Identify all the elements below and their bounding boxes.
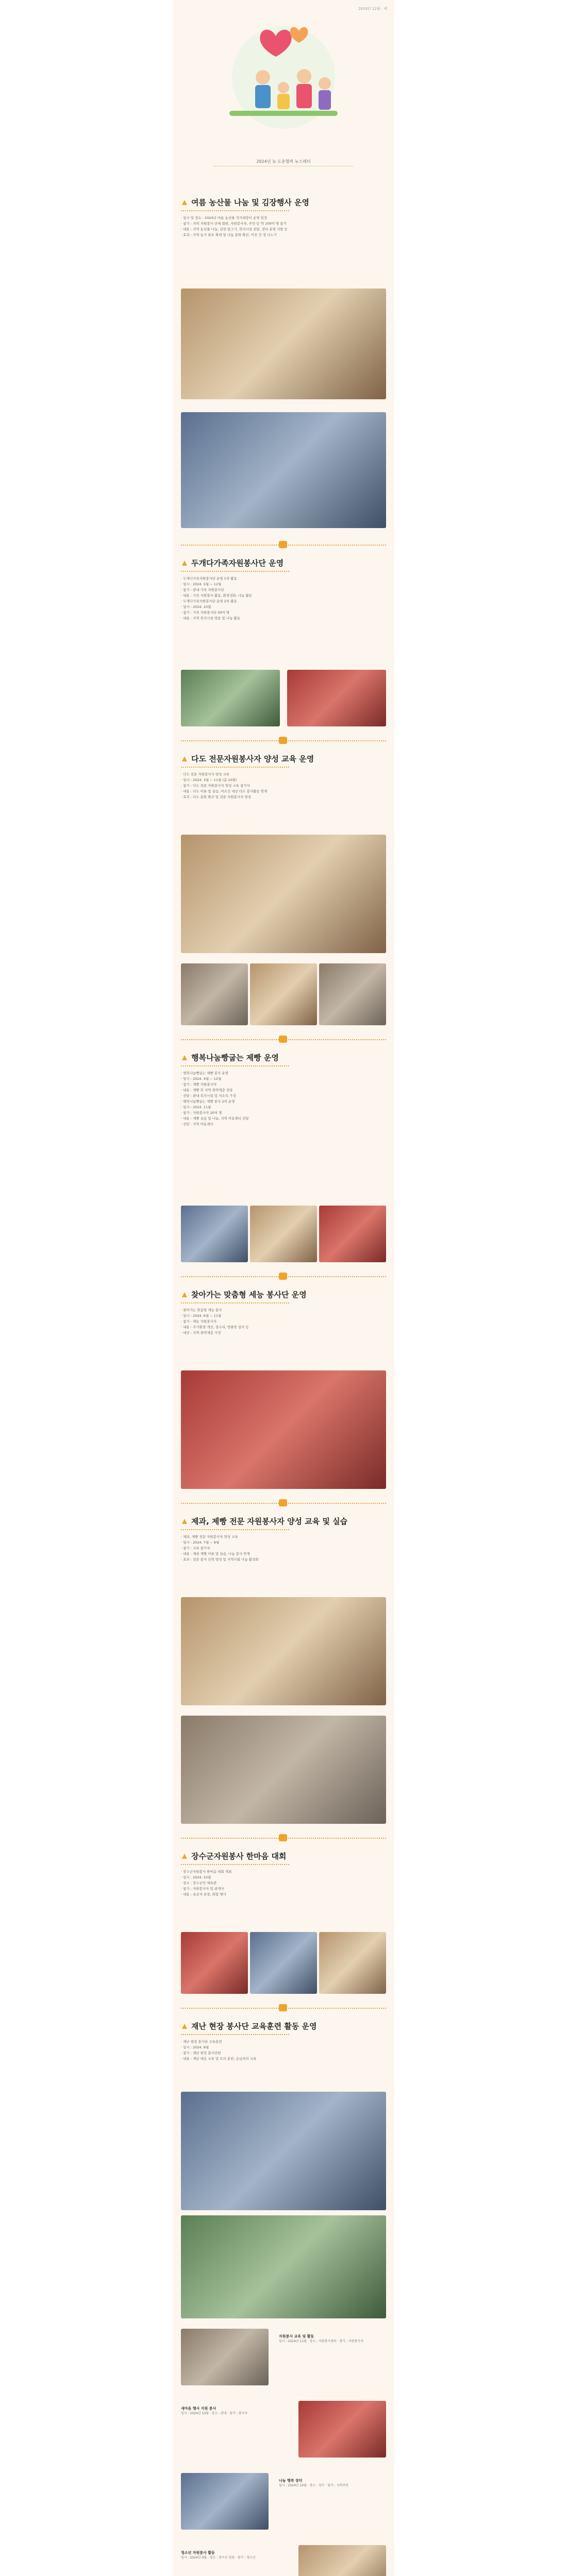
gallery-title: 자원봉사 교육 및 활동 — [279, 2334, 314, 2338]
gallery-title: 나눔 행복 장터 — [279, 2479, 303, 2483]
section-5 — [181, 1288, 386, 1336]
section-rule — [181, 767, 289, 768]
photo-tea-3 — [319, 963, 386, 1025]
section-icon — [181, 198, 188, 206]
gallery-photo — [181, 2473, 269, 2530]
section-divider — [181, 1834, 386, 1841]
section-title: 찾아가는 맞춤형 세능 봉사단 운영 — [191, 1290, 307, 1299]
section-icon — [181, 2022, 188, 2029]
section-divider — [181, 2004, 386, 2011]
section-body: · 다도 전문 자원봉사자 양성 교육 · 일시 : 2024. 3월 ~ 11월 (총 10회) · 참가 : 다도 전문 자원봉사자 양성 교육 참가자 · 내용 : 다도 이론 및 실습, 어르신 대상 다도 봉사활동 연계 · 효과 : 다도 문화 확산 및 전문 자원봉사자 양성 — [181, 772, 268, 799]
section-icon — [181, 1517, 188, 1524]
section-body: · 행복나눔빵굽는 제빵 봉사 운영 · 일시 : 2024. 4월 ~ 12월 · 참가 : 제빵 자원봉사자 · 내용 : 제빵 후 지역 취약계층 전달 · 전달 : 관내 복지시설 및 저소득 가정 · 행복나눔빵굽는 제빵 봉사 2차 운영 · 일시 : 2024. 11월 · 참가 : 자원봉사자 20여 명 · 내용 : 제빵 실습 및 나눔, 지역 아동센터 전달 · 전달 : 지역 아동센터 — [181, 1071, 249, 1126]
gallery-photo — [181, 2329, 269, 2385]
section-rule — [181, 1302, 289, 1303]
gallery-photo — [298, 2545, 386, 2576]
photo-baking-class — [181, 1597, 386, 1705]
section-title: 여름 농산물 나눔 및 김장행사 운영 — [191, 197, 309, 207]
section-rule — [181, 210, 289, 211]
section-title: 장수군자원봉사 한마음 대회 — [191, 1851, 287, 1861]
section-body: · 장수군자원봉사 한마음 대회 개최 · 일시 : 2024. 10월 · 장소 : 장수군민 체육관 · 참가 : 자원봉사자 및 관계자 · 내용 : 유공자 표창, 화합 행사 — [181, 1870, 232, 1896]
photo-tea-1 — [181, 963, 248, 1025]
hero-caption: 2024년 농·도촌협력 뉴스레터 — [256, 159, 311, 164]
photo-tea-ceremony-group — [181, 835, 386, 953]
section-title: 재난 현장 봉사단 교육훈련 활동 운영 — [191, 2021, 317, 2031]
section-6 — [181, 1515, 386, 1563]
section-rule — [181, 2034, 289, 2035]
section-2 — [181, 556, 386, 621]
photo-kimchi-event — [181, 289, 386, 399]
photo-bakery-1 — [181, 1206, 248, 1262]
gallery-photo — [298, 2401, 386, 2458]
gallery-text: 일시 : 2024년 9월 · 장소 : 장수군 일원 · 참가 : 청소년 — [181, 2556, 256, 2560]
section-divider — [181, 1036, 386, 1043]
section-title: 다도 전문자원봉사자 양성 교육 운영 — [191, 754, 314, 764]
section-title: 행복나눔빵굽는 제빵 운영 — [191, 1053, 279, 1062]
section-1 — [181, 196, 386, 238]
section-rule — [181, 571, 289, 572]
section-icon — [181, 755, 188, 762]
gallery-text: 일시 : 2024년 10월 · 장소 : 관내 · 참가 : 봉사자 — [181, 2412, 248, 2415]
section-rule — [181, 1065, 289, 1066]
photo-disaster-group — [181, 2215, 386, 2318]
gallery-title: 새마을 행사 지원 봉사 — [181, 2406, 216, 2411]
photo-ceremony-2 — [250, 1932, 317, 1994]
section-rule — [181, 1529, 289, 1530]
section-body: · 두개다가족자원봉사단 운영 1차 활동 · 일시 : 2024. 5월 ~ 12월 · 참가 : 관내 가족 자원봉사단 · 내용 : 가족 자원봉사 활동, 환경정화, 나눔 활동 · 두개다가족자원봉사단 운영 2차 활동 · 일시 : 2024. 10월 · 참가 : 가족 자원봉사단 30여 명 · 내용 : 지역 복지시설 방문 및 나눔 활동 — [181, 577, 252, 620]
section-3 — [181, 752, 386, 800]
section-body: · 재난 현장 봉사단 교육훈련 · 일시 : 2024. 9월 · 참가 : 재난 현장 봉사단원 · 내용 : 재난 대응 교육 및 모의 훈련, 응급처치 교육 — [181, 2040, 257, 2061]
section-rule — [181, 1864, 289, 1865]
section-icon — [181, 1291, 188, 1298]
gallery-text: 일시 : 2024년 10월 · 장소 : 장수 · 참가 : 지역주민 — [279, 2484, 348, 2487]
section-divider — [181, 541, 386, 548]
photo-bakery-2 — [250, 1206, 317, 1262]
hero-illustration — [198, 15, 369, 131]
gallery-text: 일시 : 2024년 11월 · 장소 : 자원봉사센터 · 참가 : 자원봉사자 — [279, 2340, 363, 2343]
newsletter-page — [173, 0, 394, 2576]
photo-group-1 — [181, 412, 386, 528]
section-4 — [181, 1051, 386, 1127]
section-title: 제과, 제빵 전문 자원봉사자 양성 교육 및 실습 — [191, 1516, 348, 1526]
photo-baking-group — [181, 1716, 386, 1824]
section-icon — [181, 1852, 188, 1859]
gallery-title: 청소년 자원봉사 활동 — [181, 2551, 215, 2555]
section-body: · 찾아가는 맞춤형 재능 봉사 · 일시 : 2024. 6월 ~ 11월 · 참가 : 재능 자원봉사자 · 내용 : 주거환경 개선, 집수리, 방충망 설치 등 · 대상 : 지역 취약계층 가정 — [181, 1308, 249, 1335]
section-icon — [181, 559, 188, 566]
family-illustration — [198, 15, 369, 131]
photo-bakery-3 — [319, 1206, 386, 1262]
photo-family-volunteer-2 — [287, 670, 386, 726]
section-7 — [181, 1850, 386, 1897]
photo-tea-2 — [250, 963, 317, 1025]
section-title: 두개다가족자원봉사단 운영 — [191, 558, 284, 568]
section-divider — [181, 1273, 386, 1280]
section-divider — [181, 737, 386, 744]
photo-ceremony-1 — [181, 1932, 248, 1994]
photo-disaster-training — [181, 2092, 386, 2210]
issue-label: 2024년 12월 · 제 — [358, 7, 387, 11]
section-body: · 일시 및 장소 : 2024년 여름 농산물 직거래장터 운영 일정 · 참가 : 지역 자원봉사 단체 회원, 자원봉사자, 주민 등 약 100여 명 참가 · 내용 : 지역 농산물 나눔, 김장 담그기, 복지시설 전달, 장터 운영 지원 등 · 효과 : 지역 농가 판로 확대 및 나눔 문화 확산, 이웃 간 정 나누기 — [181, 216, 288, 237]
section-divider — [181, 1499, 386, 1506]
photo-family-volunteer-1 — [181, 670, 280, 726]
section-8 — [181, 2020, 386, 2062]
section-icon — [181, 1054, 188, 1061]
section-body: · 제과, 제빵 전문 자원봉사자 양성 교육 · 일시 : 2024. 7월 ~ 9월 · 참가 : 교육 참가자 · 내용 : 제과 제빵 이론 및 실습, 나눔 봉사 연계 · 효과 : 전문 봉사 인력 양성 및 지역사회 나눔 활성화 — [181, 1535, 259, 1562]
photo-ceremony-3 — [319, 1932, 386, 1994]
photo-home-repair — [181, 1370, 386, 1489]
